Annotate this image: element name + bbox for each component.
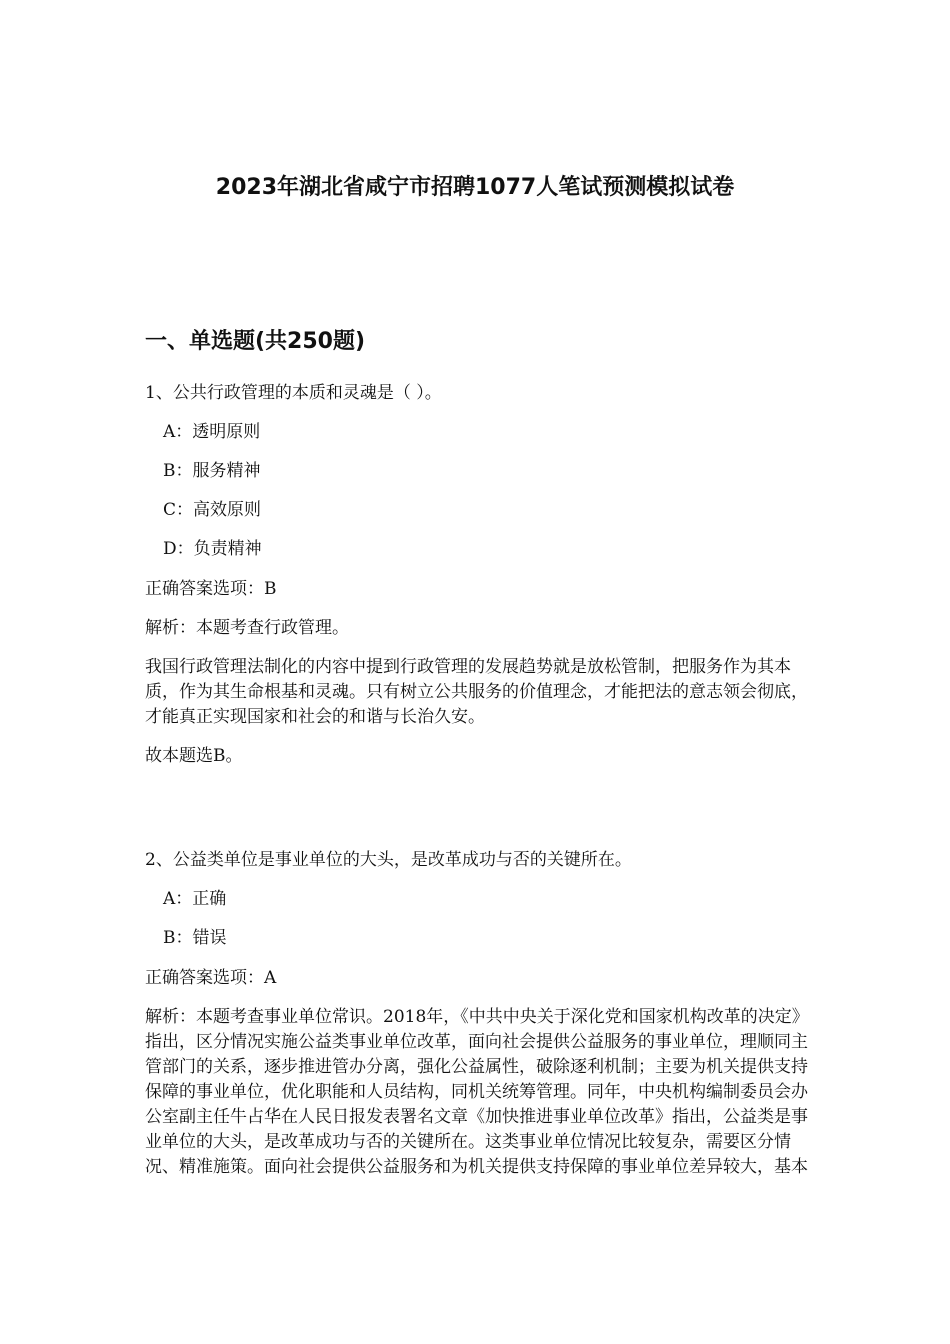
document-title: 2023年湖北省咸宁市招聘1077人笔试预测模拟试卷 — [215, 175, 735, 200]
question-2-option-b: B：错误 — [163, 928, 227, 948]
question-1-option-b: B：服务精神 — [163, 461, 261, 481]
question-1-analysis-intro: 解析：本题考查行政管理。 — [145, 618, 349, 638]
question-1-option-a: A：透明原则 — [163, 422, 261, 442]
question-2-option-a: A：正确 — [163, 889, 227, 909]
question-1-stem: 1、公共行政管理的本质和灵魂是（ ）。 — [145, 383, 442, 403]
question-1-analysis-body: 我国行政管理法制化的内容中提到行政管理的发展趋势就是放松管制，把服务作为其本质，作为其生命根基和灵魂。只有树立公共服务的价值理念，才能把法的意志领会彻底，才能真正实现国家和社会的和谐与长治久安。 — [145, 657, 808, 727]
question-1-option-c: C：高效原则 — [163, 500, 262, 520]
question-2-analysis-body: 解析：本题考查事业单位常识。2018年，《中共中央关于深化党和国家机构改革的决定》指出，区分情况实施公益类事业单位改革，面向社会提供公益服务的事业单位，理顺同主管部门的关系，逐步推进管办分离，强化公益属性，破除逐利机制；主要为机关提供支持保障的事业单位，优化职能和人员结构，同机关统筹管理。同年，中央机构编制委员会办公室副主任牛占华在人民日报发表署名文章《加快推进事业单位改革》指出，公益类是事业单位的大头，是改革成功与否的关键所在。这类事业单位情况比较复杂，需要区分情况、精准施策。面向社会提供公益服务和为机关提供支持保障的事业单位差异较大，基本 — [145, 1007, 809, 1177]
question-1-analysis-conclusion: 故本题选B。 — [145, 746, 243, 766]
question-2-stem: 2、公益类单位是事业单位的大头，是改革成功与否的关键所在。 — [145, 850, 632, 870]
question-2-answer: 正确答案选项：A — [145, 968, 277, 988]
section-heading: 一、单选题(共250题) — [145, 329, 366, 354]
question-1-option-d: D：负责精神 — [163, 539, 262, 559]
question-1-answer: 正确答案选项：B — [145, 579, 277, 599]
